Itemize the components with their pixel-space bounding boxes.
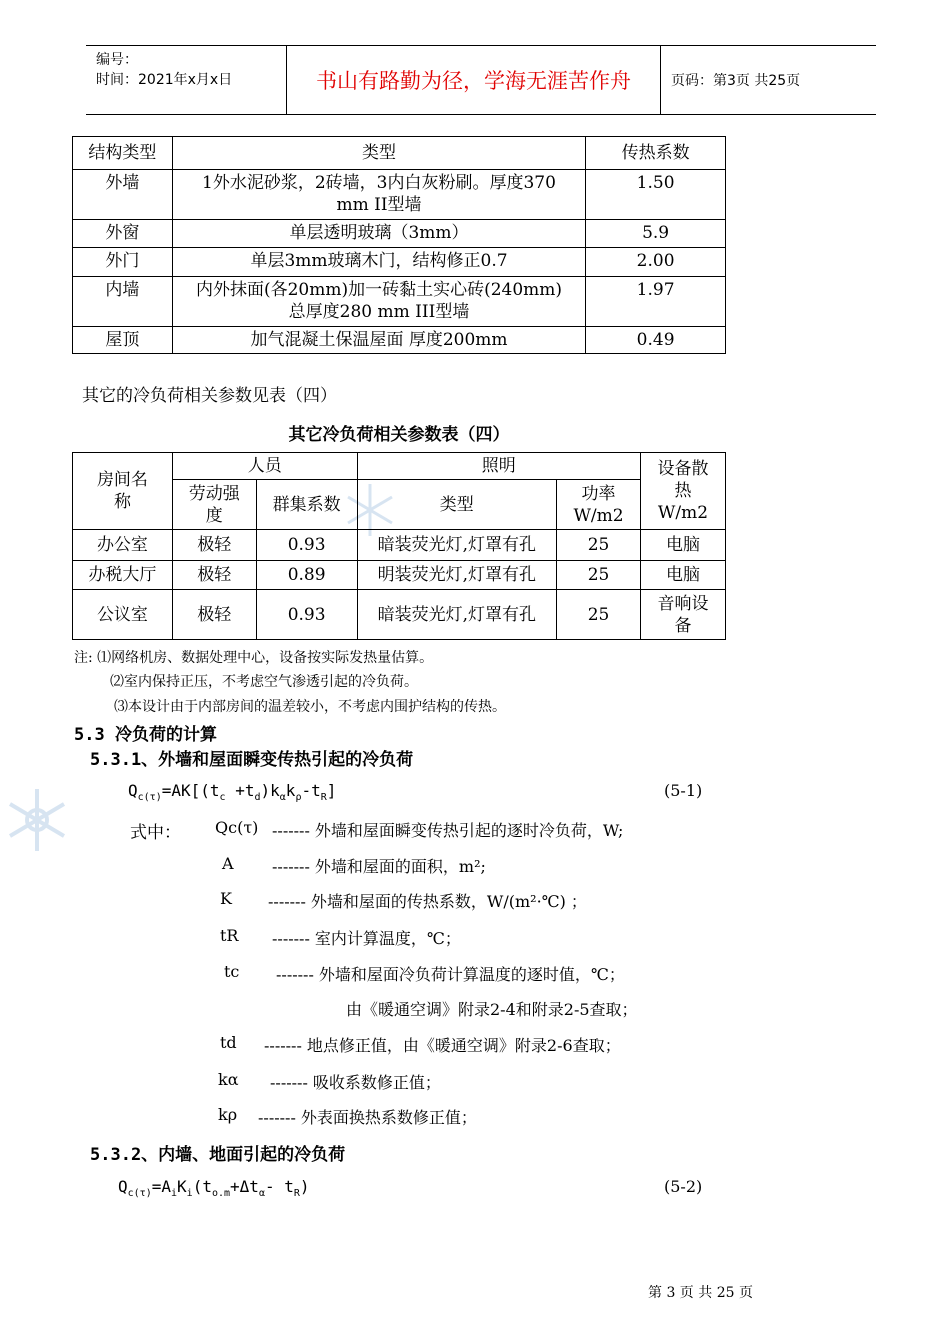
header-cluster: 群集系数 — [256, 480, 357, 530]
def-symbol: Qc(τ) — [215, 818, 259, 837]
definitions-intro: 式中： — [130, 823, 181, 843]
formula-5-1: $Q_{c(\tau)}=AK[(t_c +t_d)k_\alpha k_\rho-t_R]$ — [128, 781, 337, 804]
lighting-power: 25 — [557, 561, 641, 590]
section-5-3-1-heading: 5.3.1、外墙和屋面瞬变传热引起的冷负荷 — [90, 750, 414, 770]
structure-type: 单层3mm玻璃木门，结构修正0.7 — [172, 248, 585, 277]
def-description-cont: 由《暖通空调》附录2-4和附录2-5查取； — [346, 1000, 638, 1019]
heat-coefficient: 0.49 — [586, 327, 726, 354]
heat-coefficient: 5.9 — [586, 220, 726, 248]
structure-type: 内外抹面(各20mm)加一砖黏土实心砖(240mm) — [195, 280, 563, 300]
room-name: 公议室 — [73, 590, 173, 640]
structure-name: 屋顶 — [73, 327, 173, 354]
header-room: 房间名称 — [73, 453, 173, 530]
structure-name: 外窗 — [73, 220, 173, 248]
heat-transfer-table — [72, 136, 726, 354]
def-description: ------- 外表面换热系数修正值； — [258, 1108, 477, 1127]
header-cell: 结构类型 — [73, 137, 173, 170]
def-symbol: tR — [220, 926, 239, 945]
heat-coefficient: 1.97 — [586, 277, 726, 327]
lighting-power: 25 — [557, 530, 641, 561]
section-5-3-heading: 5.3 冷负荷的计算 — [74, 725, 217, 745]
table2-title: 其它冷负荷相关参数表（四） — [288, 425, 510, 445]
header-page-info: 页码：第3页 共25页 — [671, 73, 801, 89]
header-lighting: 照明 — [357, 453, 640, 480]
header-labor: 劳动强度 — [172, 480, 256, 530]
def-description: ------- 室内计算温度，℃； — [272, 929, 461, 948]
structure-name: 内墙 — [73, 277, 173, 327]
header-motto: 书山有路勤为径，学海无涯苦作舟 — [286, 46, 661, 114]
cluster-coefficient: 0.93 — [256, 590, 357, 640]
lighting-type: 暗装荧光灯,灯罩有孔 — [357, 530, 556, 561]
equipment: 电脑 — [641, 561, 726, 590]
note-2: ⑵室内保持正压，不考虑空气渗透引起的冷负荷。 — [110, 674, 418, 690]
header-equipment: 设备散热W/m2 — [641, 453, 726, 530]
labor-intensity: 极轻 — [172, 590, 256, 640]
header-people: 人员 — [172, 453, 357, 480]
table-header-row — [73, 453, 726, 480]
header-left — [86, 46, 286, 114]
table-row — [73, 220, 726, 248]
def-symbol: A — [222, 854, 234, 873]
def-description: ------- 外墙和屋面瞬变传热引起的逐时冷负荷，W; — [272, 821, 624, 840]
cooling-load-params-table — [72, 452, 726, 640]
formula-5-2-number: (5-2) — [664, 1177, 703, 1196]
structure-name: 外墙 — [73, 170, 173, 220]
section-5-3-2-heading: 5.3.2、内墙、地面引起的冷负荷 — [90, 1145, 346, 1165]
structure-name: 外门 — [73, 248, 173, 277]
equipment: 电脑 — [641, 530, 726, 561]
heat-coefficient: 2.00 — [586, 248, 726, 277]
def-symbol: tc — [224, 962, 240, 981]
table-row — [73, 590, 726, 640]
doc-number-label: 编号： — [96, 52, 138, 68]
structure-type: 单层透明玻璃（3mm） — [172, 220, 585, 248]
def-description: ------- 外墙和屋面的传热系数，W/(m²·℃) ； — [268, 892, 587, 911]
room-name: 办税大厅 — [73, 561, 173, 590]
table-row — [73, 277, 726, 327]
structure-type: 加气混凝土保温屋面 厚度200mm — [172, 327, 585, 354]
equipment: 音响设备 — [641, 590, 726, 640]
note-3: ⑶本设计由于内部房间的温差较小，不考虑内围护结构的传热。 — [114, 699, 506, 715]
labor-intensity: 极轻 — [172, 561, 256, 590]
cluster-coefficient: 0.89 — [256, 561, 357, 590]
def-symbol: kα — [218, 1070, 239, 1089]
heat-coefficient: 1.50 — [586, 170, 726, 220]
labor-intensity: 极轻 — [172, 530, 256, 561]
table-row — [73, 327, 726, 354]
lighting-type: 暗装荧光灯,灯罩有孔 — [357, 590, 556, 640]
def-symbol: td — [220, 1033, 237, 1052]
def-description: ------- 吸收系数修正值； — [270, 1073, 441, 1092]
header-type: 类型 — [357, 480, 556, 530]
formula-5-1-number: (5-1) — [664, 781, 703, 800]
def-description: ------- 外墙和屋面的面积，m²; — [272, 857, 486, 876]
table-row — [73, 530, 726, 561]
page-header — [86, 45, 876, 115]
structure-type: 1外水泥砂浆，2砖墙，3内白灰粉刷。厚度370 — [202, 173, 556, 193]
intro-text: 其它的冷负荷相关参数见表（四） — [82, 386, 337, 406]
def-symbol: kρ — [218, 1105, 238, 1124]
table-header-row — [73, 137, 726, 170]
room-name: 办公室 — [73, 530, 173, 561]
def-symbol: K — [220, 889, 232, 908]
def-description: ------- 地点修正值，由《暖通空调》附录2-6查取； — [264, 1036, 621, 1055]
structure-type-cont: mm II型墙 — [336, 195, 422, 215]
structure-type-cont: 总厚度280 mm III型墙 — [288, 302, 470, 322]
cluster-coefficient: 0.93 — [256, 530, 357, 561]
header-cell: 类型 — [172, 137, 585, 170]
table-row — [73, 248, 726, 277]
page-footer: 第 3 页 共 25 页 — [648, 1285, 753, 1301]
table-row — [73, 170, 726, 220]
formula-5-2: $Q_{c(\tau)}=A_iK_i(t_{o.m}+\Delta t_\alpha-$ $t_R$) — [118, 1177, 310, 1200]
def-description: ------- 外墙和屋面冷负荷计算温度的逐时值，℃； — [276, 965, 625, 984]
doc-time-label: 时间：2021年x月x日 — [96, 72, 233, 88]
note-1: 注: ⑴网络机房、数据处理中心，设备按实际发热量估算。 — [74, 650, 434, 666]
table-row — [73, 561, 726, 590]
lighting-type: 明装荧光灯,灯罩有孔 — [357, 561, 556, 590]
header-power: 功率W/m2 — [557, 480, 641, 530]
watermark-snowflake-icon — [2, 785, 72, 855]
header-cell: 传热系数 — [586, 137, 726, 170]
lighting-power: 25 — [557, 590, 641, 640]
